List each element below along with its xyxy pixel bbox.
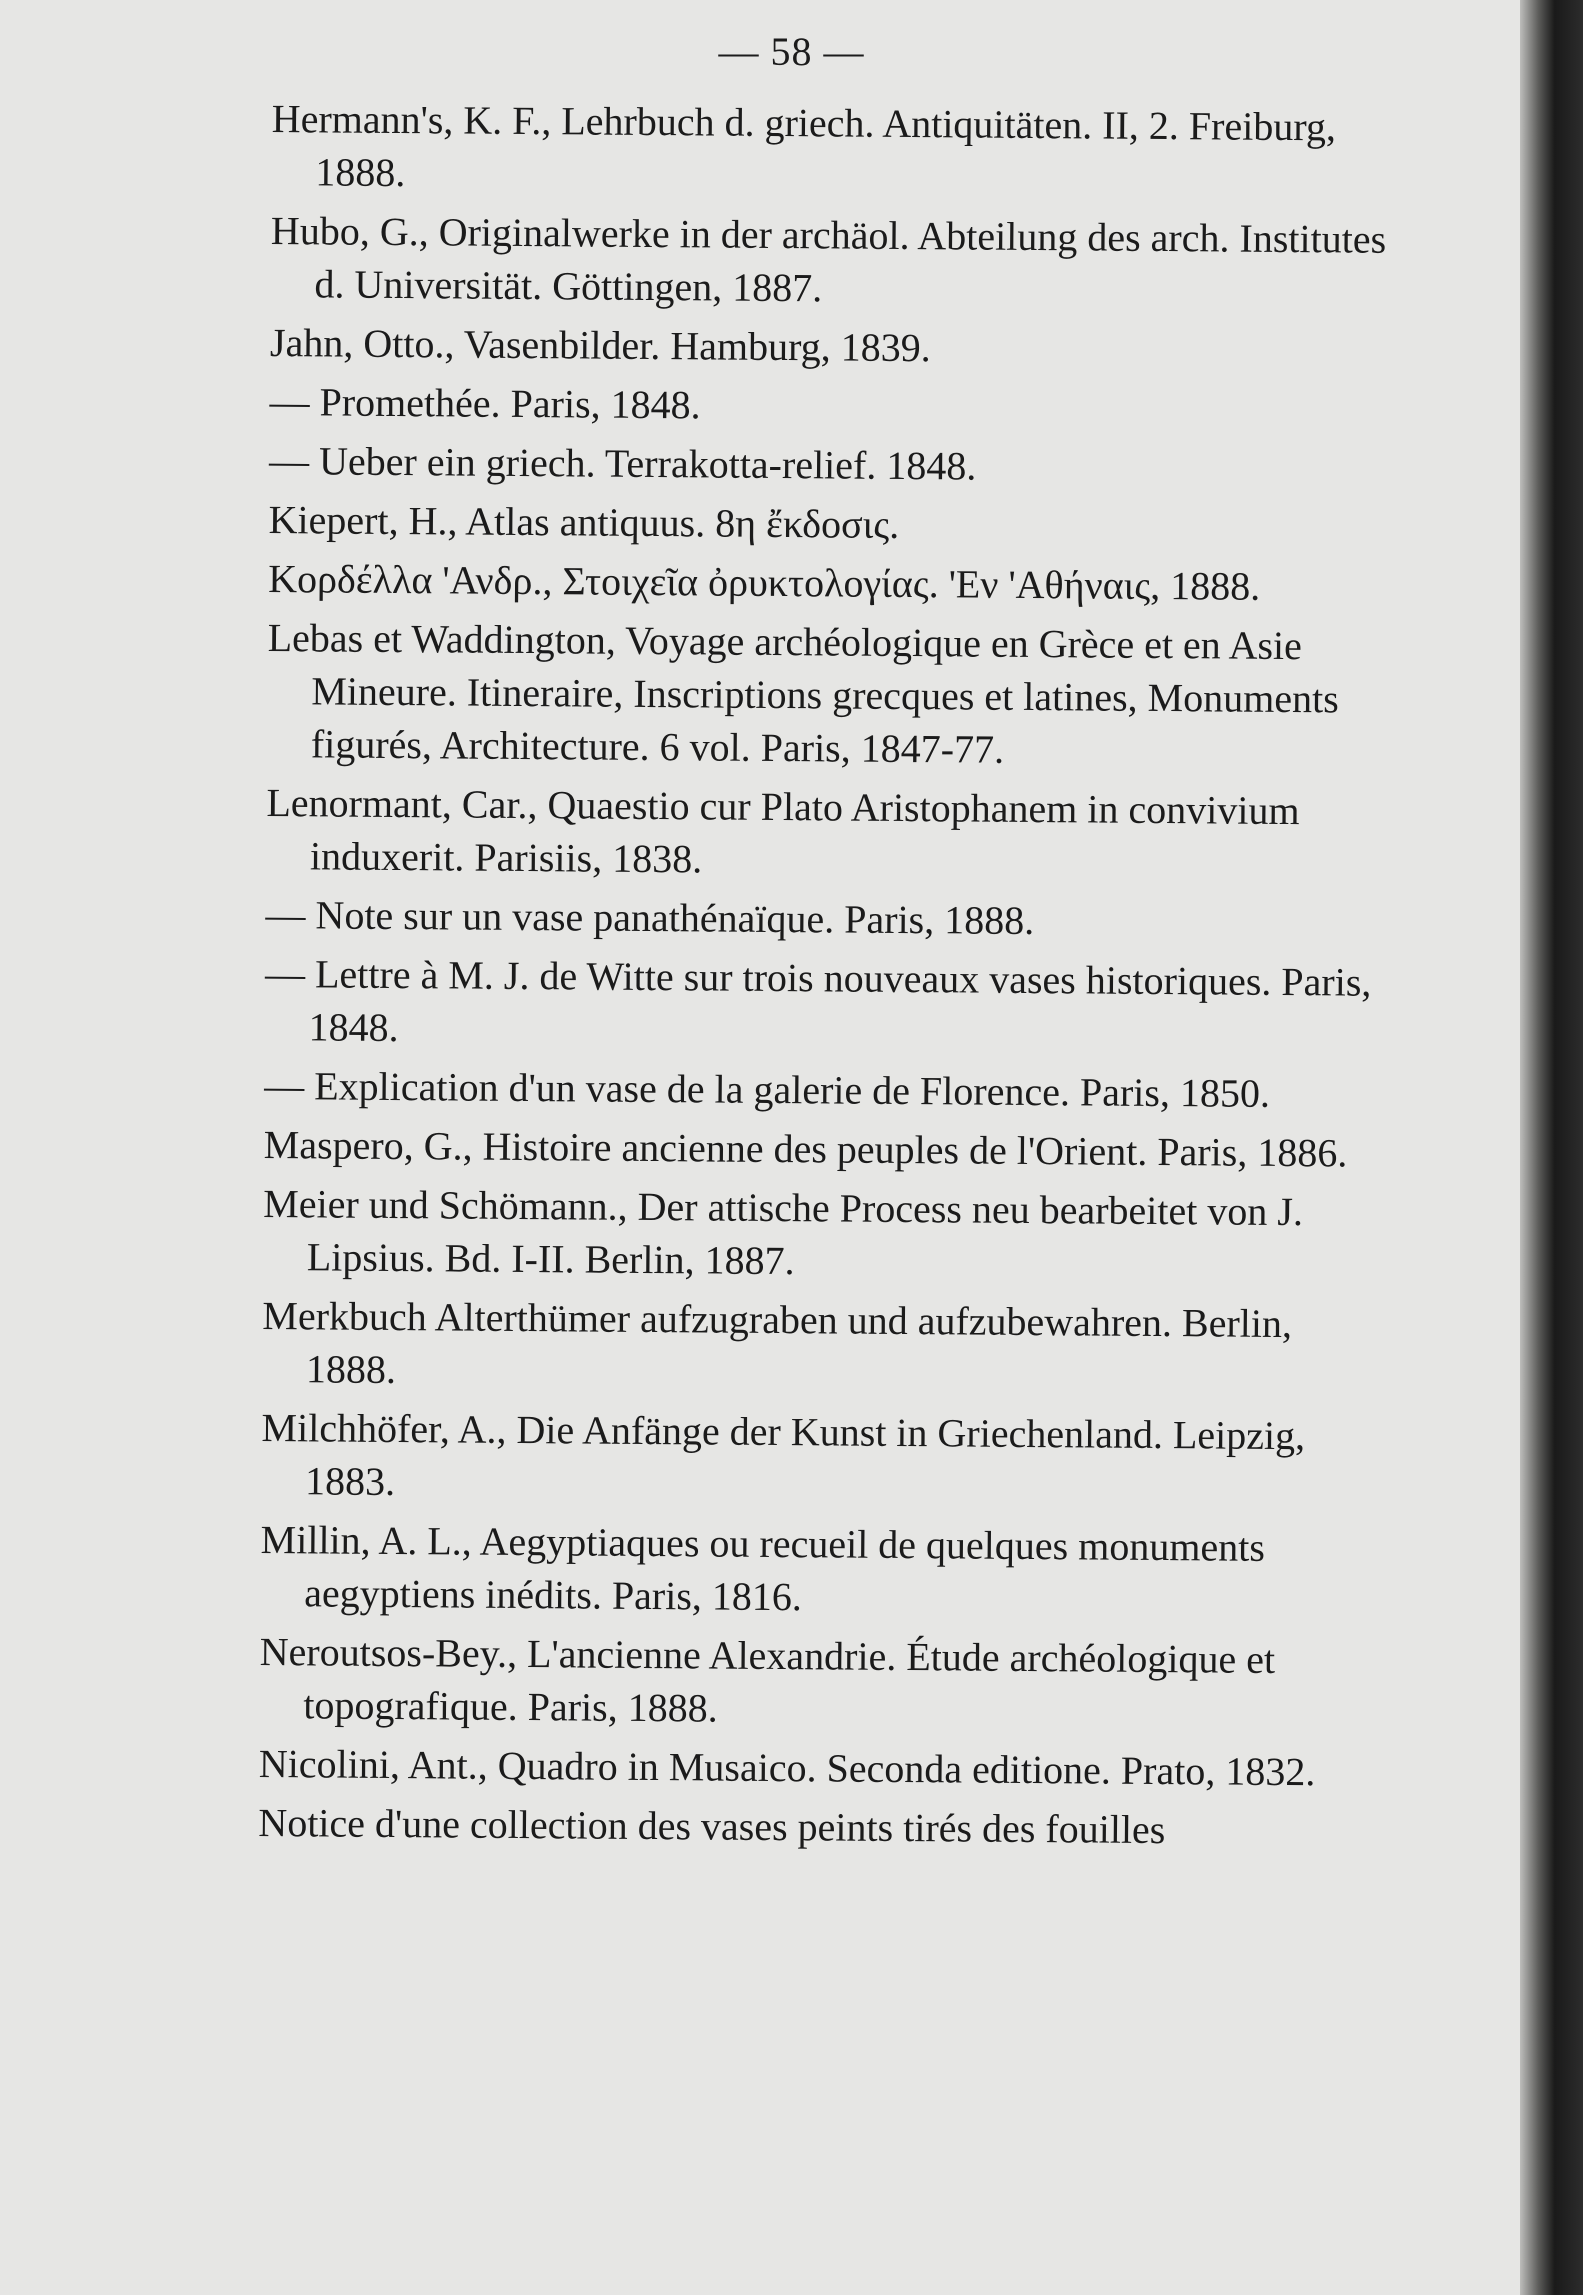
page-number: — 58 —: [718, 29, 865, 74]
bibliography-entry: Notice d'une collection des vases peints tirés des fouilles: [258, 1799, 1166, 1853]
bibliography-entry: — Note sur un vase panathénaïque. Paris, 1888.: [265, 891, 1035, 944]
bibliography-entry: Lebas et Waddington, Voyage archéologique en Grèce et en Asie Mineure. Itineraire, Inscriptions grecques et latines, Monuments figurés, Architecture. 6 vol. Paris, 1847-77.: [267, 614, 1339, 772]
bibliography-entry: — Lettre à M. J. de Witte sur trois nouveaux vases historiques. Paris, 1848.: [264, 950, 1372, 1051]
bibliography-entry: Meier und Schömann., Der attische Process neu bearbeitet von J. Lipsius. Bd. I-II. Berlin, 1887.: [263, 1180, 1304, 1284]
bibliography-entry: Jahn, Otto., Vasenbilder. Hamburg, 1839.: [269, 319, 931, 371]
bibliography-entry: Hubo, G., Originalwerke in der archäol. Abteilung des arch. Institutes d. Universität. Göttingen, 1887.: [270, 207, 1387, 311]
bibliography-entry: Maspero, G., Histoire ancienne des peuples de l'Orient. Paris, 1886.: [263, 1121, 1348, 1176]
bibliography-entry: — Explication d'un vase de la galerie de Florence. Paris, 1850.: [264, 1062, 1271, 1116]
bibliography-entry: Milchhöfer, A., Die Anfänge der Kunst in Griechenland. Leipzig, 1883.: [261, 1404, 1306, 1505]
book-spine-shadow: [1520, 0, 1583, 2295]
bibliography-entry: Merkbuch Alterthümer aufzugraben und aufzubewahren. Berlin, 1888.: [262, 1292, 1293, 1393]
bibliography-entry: Kiepert, H., Atlas antiquus. 8η ἔκδοσις.: [268, 496, 900, 547]
bibliography-entry: Millin, A. L., Aegyptiaques ou recueil de quelques monuments aegyptiens inédits. Paris, 1816.: [260, 1516, 1266, 1620]
bibliography-entry: Neroutsos-Bey., L'ancienne Alexandrie. Étude archéologique et topografique. Paris, 1888.: [259, 1628, 1276, 1731]
bibliography-entry: Nicolini, Ant., Quadro in Musaico. Seconda editione. Prato, 1832.: [258, 1740, 1316, 1795]
bibliography-entry: Hermann's, K. F., Lehrbuch d. griech. Antiquitäten. II, 2. Freiburg, 1888.: [271, 95, 1337, 196]
bibliography-entry: Lenormant, Car., Quaestio cur Plato Aristophanem in convivium induxerit. Parisiis, 1838.: [266, 779, 1300, 882]
bibliography-entry: — Ueber ein griech. Terrakotta-relief. 1848.: [268, 437, 977, 489]
bibliography-entry: Κορδέλλα 'Ανδρ., Στοιχεῖα ὀρυκτολογίας. 'Εν 'Αθήναις, 1888.: [268, 555, 1261, 609]
bibliography-entry: — Promethée. Paris, 1848.: [269, 378, 701, 428]
bibliography-list: [258, 92, 1390, 1864]
